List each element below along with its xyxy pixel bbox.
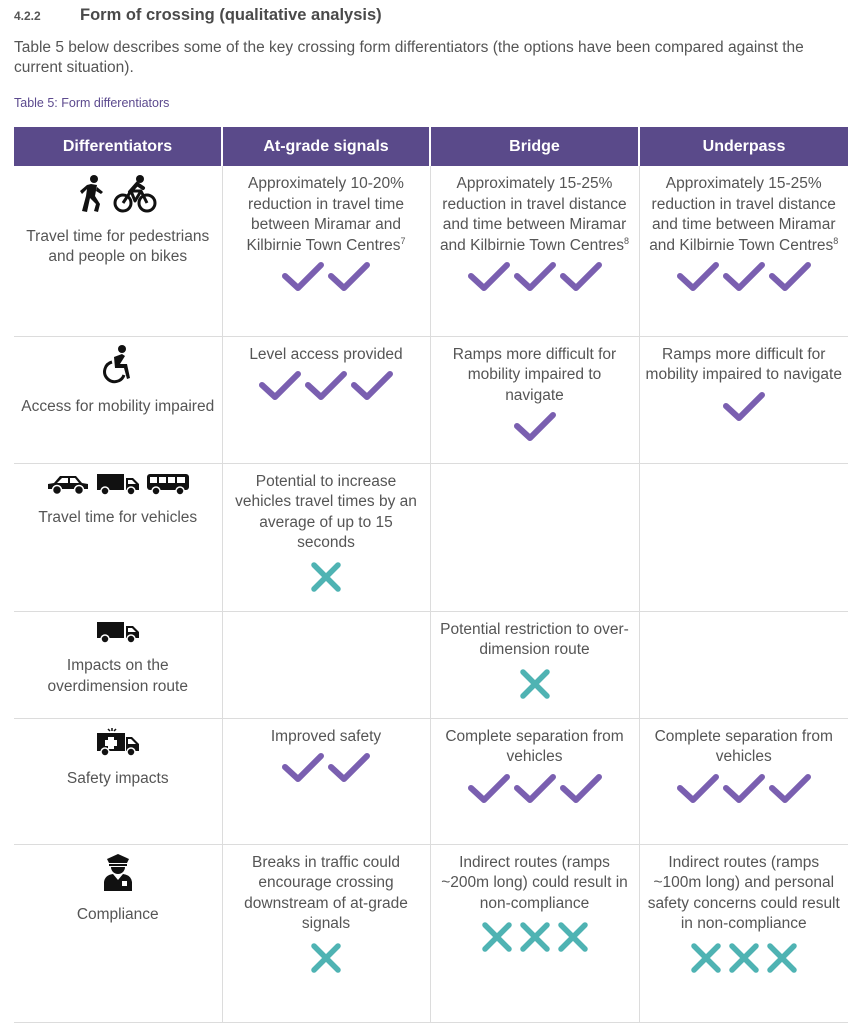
tick-icon — [769, 262, 811, 292]
cell-text: Approximately 15-25% reduction in travel distance and time between Miramar and Kilbirnie Town Centres — [439, 175, 627, 254]
cell-text: Improved safety — [270, 727, 382, 745]
differentiator-icons — [20, 853, 216, 900]
tick-icon — [514, 774, 556, 804]
cell-text: Indirect routes (ramps ~100m long) and personal safety concerns could result in non-compliance — [647, 853, 840, 932]
rating-marks — [229, 262, 424, 292]
tick-icon — [468, 262, 510, 292]
rating-marks — [229, 560, 424, 594]
table-caption: Table 5: Form differentiators — [14, 96, 170, 110]
cross-icon — [480, 920, 514, 954]
tick-icon — [723, 262, 765, 292]
ambulance-icon — [96, 727, 140, 764]
rating-marks — [437, 262, 633, 292]
rating-marks — [646, 774, 843, 804]
tick-icon — [328, 262, 370, 292]
cell-bridge — [430, 336, 639, 463]
cell-text: Complete separation from vehicles — [445, 727, 624, 765]
table-row — [14, 844, 848, 1022]
rating-marks — [229, 941, 424, 975]
differentiator-icons — [20, 727, 216, 764]
tick-icon — [723, 774, 765, 804]
header-underpass: Underpass — [639, 127, 848, 166]
cell-text: Potential restriction to over-dimension route — [440, 620, 629, 658]
cell-text: Approximately 15-25% reduction in travel distance and time between Miramar and Kilbirnie Town Centres — [649, 175, 836, 254]
tick-icon — [514, 412, 556, 442]
cell-bridge — [430, 718, 639, 844]
differentiator-icons — [20, 620, 216, 651]
rating-marks — [229, 371, 424, 401]
table-row — [14, 336, 848, 463]
cross-icon — [518, 920, 552, 954]
bicycle-icon — [113, 174, 157, 221]
cell-at-grade-signals — [222, 718, 430, 844]
differentiator-cell — [14, 166, 222, 336]
table-row — [14, 166, 848, 336]
cell-text: Potential to increase vehicles travel times by an average of up to 15 seconds — [235, 472, 417, 551]
cell-at-grade-signals — [222, 844, 430, 1022]
tick-icon — [282, 262, 324, 292]
truck-icon — [96, 472, 140, 503]
differentiator-icons — [20, 472, 216, 503]
rating-marks — [646, 941, 843, 975]
intro-paragraph: Table 5 below describes some of the key crossing form differentiators (the options have been compared against the current situation). — [14, 39, 804, 76]
cross-icon — [556, 920, 590, 954]
differentiator-cell — [14, 844, 222, 1022]
header-differentiators: Differentiators — [14, 127, 222, 166]
differentiator-cell — [14, 611, 222, 718]
cell-underpass — [639, 844, 848, 1022]
tick-icon — [677, 774, 719, 804]
differentiator-label: Travel time for pedestrians and people on bikes — [26, 227, 210, 265]
car-icon — [46, 472, 90, 503]
bus-icon — [146, 472, 190, 503]
cell-text: Complete separation from vehicles — [654, 727, 833, 765]
rating-marks — [646, 262, 843, 292]
tick-icon — [282, 753, 324, 783]
truck-icon — [96, 620, 140, 651]
cell-bridge — [430, 611, 639, 718]
differentiator-label: Travel time for vehicles — [38, 509, 198, 526]
rating-marks — [646, 392, 843, 422]
tick-icon — [769, 774, 811, 804]
rating-marks — [437, 667, 633, 701]
differentiator-cell — [14, 336, 222, 463]
cell-underpass — [639, 718, 848, 844]
pedestrian-icon — [79, 174, 107, 221]
cell-text: Level access provided — [249, 345, 403, 363]
tick-icon — [514, 262, 556, 292]
differentiator-icons — [20, 174, 216, 221]
wheelchair-icon — [102, 345, 134, 392]
cell-bridge — [430, 844, 639, 1022]
differentiator-label: Access for mobility impaired — [21, 398, 215, 415]
tick-icon — [560, 262, 602, 292]
cell-text: Breaks in traffic could encourage crossing downstream of at-grade signals — [244, 853, 408, 932]
cell-text: Ramps more difficult for mobility impaired to navigate — [645, 345, 842, 383]
section-number: 4.2.2 — [14, 9, 41, 23]
cell-at-grade-signals — [222, 463, 430, 611]
table-row — [14, 611, 848, 718]
footnote-ref: 8 — [833, 235, 839, 246]
footnote-ref: 7 — [400, 235, 406, 246]
header-bridge: Bridge — [430, 127, 639, 166]
cross-icon — [518, 667, 552, 701]
cell-bridge — [430, 463, 639, 611]
cell-text: Ramps more difficult for mobility impaired to navigate — [452, 345, 617, 404]
cell-at-grade-signals — [222, 611, 430, 718]
tick-icon — [560, 774, 602, 804]
differentiator-label: Compliance — [76, 906, 159, 923]
tick-icon — [723, 392, 765, 422]
cell-underpass — [639, 463, 848, 611]
differentiator-icons — [20, 345, 216, 392]
table-row — [14, 718, 848, 844]
tick-icon — [328, 753, 370, 783]
cross-icon — [309, 560, 343, 594]
cell-underpass — [639, 336, 848, 463]
differentiator-label: Impacts on the overdimension route — [47, 657, 188, 695]
cell-text: Indirect routes (ramps ~200m long) could result in non-compliance — [441, 853, 628, 912]
tick-icon — [305, 371, 347, 401]
cell-underpass — [639, 166, 848, 336]
cross-icon — [689, 941, 723, 975]
rating-marks — [229, 753, 424, 783]
table-header-row — [14, 127, 848, 166]
differentiator-cell — [14, 718, 222, 844]
table-row — [14, 463, 848, 611]
footnote-ref: 8 — [624, 235, 630, 246]
cell-text: Approximately 10-20% reduction in travel time between Miramar and Kilbirnie Town Centres — [246, 175, 404, 254]
cell-at-grade-signals — [222, 336, 430, 463]
police-officer-icon — [102, 853, 134, 900]
section-title: Form of crossing (qualitative analysis) — [80, 6, 382, 24]
tick-icon — [351, 371, 393, 401]
cell-underpass — [639, 611, 848, 718]
differentiator-label: Safety impacts — [66, 770, 169, 787]
cross-icon — [765, 941, 799, 975]
cross-icon — [727, 941, 761, 975]
rating-marks — [437, 774, 633, 804]
header-at-grade-signals: At-grade signals — [222, 127, 430, 166]
form-differentiators-table — [14, 127, 848, 1023]
rating-marks — [437, 412, 633, 442]
differentiator-cell — [14, 463, 222, 611]
rating-marks — [437, 920, 633, 954]
tick-icon — [677, 262, 719, 292]
tick-icon — [468, 774, 510, 804]
section-heading — [14, 6, 382, 25]
tick-icon — [259, 371, 301, 401]
cross-icon — [309, 941, 343, 975]
cell-at-grade-signals — [222, 166, 430, 336]
cell-bridge — [430, 166, 639, 336]
